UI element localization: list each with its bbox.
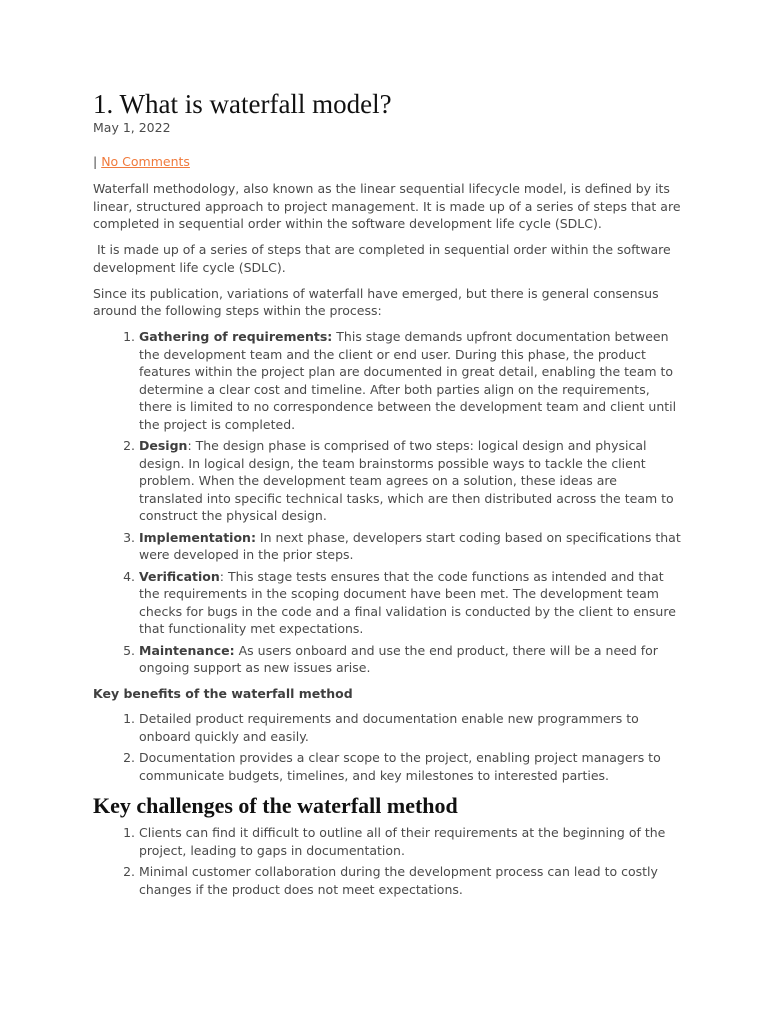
- step-term: Design: [139, 438, 188, 453]
- post-date: May 1, 2022: [93, 120, 171, 135]
- step-text: : This stage tests ensures that the code functions as intended and that the requirements in the scoping document have been met. The development team checks for bugs in the code and a final validation is conducted by the client to ensure that functionality met expectations.: [139, 568, 676, 636]
- process-steps-list: [93, 328, 683, 677]
- comments-meta: [93, 153, 190, 170]
- list-item: 2. Minimal customer collaboration during the development process can lead to costly changes if the product does not meet expectations.: [139, 863, 683, 898]
- list-item: [139, 568, 683, 638]
- step-text: In next phase, developers start coding based on specifications that were developed in the prior steps.: [139, 529, 681, 562]
- intro-paragraph-2-text: It is made up of a series of steps that are completed in sequential order within the software development life cycle (SDLC).: [93, 242, 675, 275]
- list-item: [139, 529, 683, 564]
- step-text: This stage demands upfront documentation between the development team and the client or end user. During this phase, the product features within the project plan are documented in great detail, enabling the team to determine a clear cost and timeline. After both parties align on the requirements, there is limited to no correspondence between the development team and client until the project is completed.: [139, 329, 677, 432]
- step-text: : The design phase is comprised of two steps: logical design and physical design. In logical design, the team brainstorms possible ways to tackle the client problem. When the development team agrees on a solution, these ideas are translated into specific technical tasks, which are then distributed across the team to construct the physical design.: [139, 438, 674, 523]
- benefits-list: [93, 710, 683, 784]
- list-item: 2. Documentation provides a clear scope to the project, enabling project managers to communicate budgets, timelines, and key milestones to interested parties.: [139, 749, 683, 784]
- intro-paragraph-2: [93, 241, 683, 276]
- meta-separator: |: [93, 154, 102, 169]
- step-term: Implementation:: [139, 529, 256, 545]
- article-body: [93, 180, 683, 906]
- step-term: Gathering of requirements:: [139, 329, 333, 344]
- intro-paragraph-1: Waterfall methodology, also known as the linear sequential lifecycle model, is defined by its linear, structured approach to project management. It is made up of a series of steps that are completed in sequential order within the software development life cycle (SDLC).: [93, 181, 681, 231]
- no-comments-link[interactable]: No Comments: [101, 154, 190, 169]
- step-term: Maintenance:: [139, 642, 235, 658]
- intro-paragraph-3: Since its publication, variations of waterfall have emerged, but there is general consensus around the following steps within the process:: [93, 285, 659, 318]
- article-title: 1. What is waterfall model?: [93, 89, 392, 119]
- challenges-list: [93, 824, 683, 898]
- benefits-heading: Key benefits of the waterfall method: [93, 685, 353, 701]
- list-item: [139, 642, 683, 677]
- step-term: Verification: [139, 568, 220, 584]
- list-item: 1. Clients can find it difficult to outline all of their requirements at the beginning of the project, leading to gaps in documentation.: [139, 824, 683, 859]
- step-text: As users onboard and use the end product, there will be a need for ongoing support as new issues arise.: [139, 642, 658, 675]
- list-item: 1. Detailed product requirements and documentation enable new programmers to onboard quickly and easily.: [139, 710, 683, 745]
- list-item: [139, 328, 683, 433]
- list-item: [139, 437, 683, 525]
- challenges-heading: Key challenges of the waterfall method: [93, 793, 458, 818]
